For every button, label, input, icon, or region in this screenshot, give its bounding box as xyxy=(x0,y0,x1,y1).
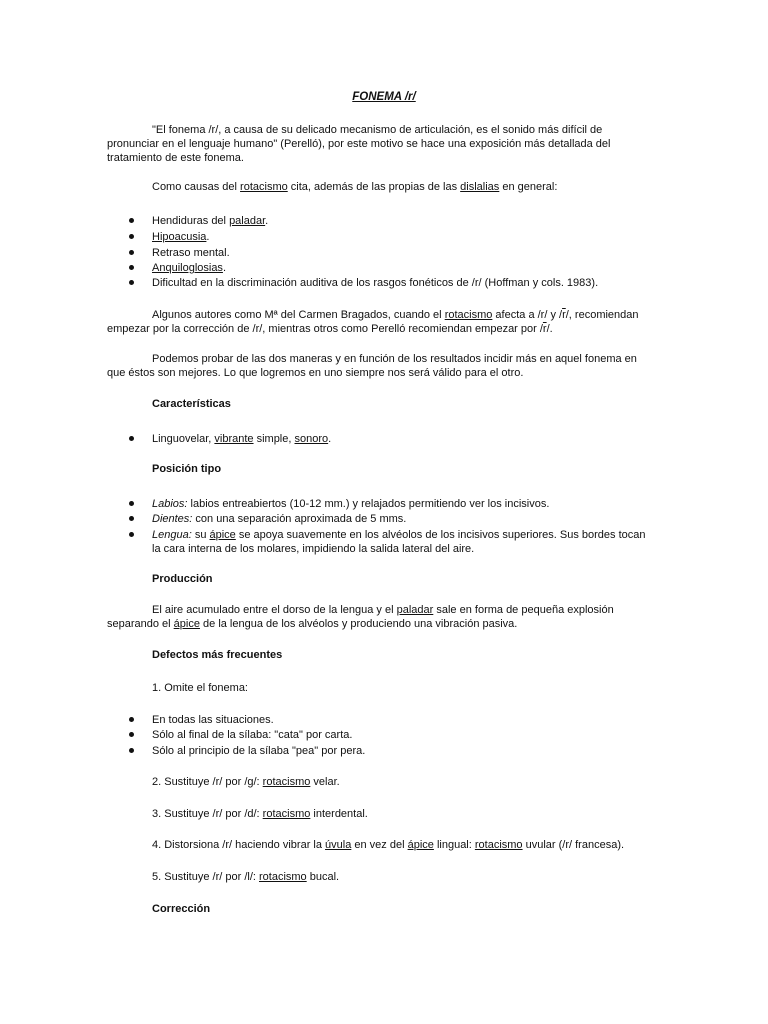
paragraph-1-line-3: tratamiento de este fonema. xyxy=(107,152,244,164)
heading-correccion: Corrección xyxy=(152,903,211,915)
bullet-icon xyxy=(129,728,137,742)
bullet-icon xyxy=(129,528,137,542)
heading-posicion-tipo: Posición tipo xyxy=(152,463,222,475)
heading-defectos: Defectos más frecuentes xyxy=(152,649,283,661)
paragraph-1-line-2: pronunciar en el lenguaje humano" (Perelló), por este motivo se hace una exposición más detallada del xyxy=(107,138,611,150)
link-rotacismo[interactable]: rotacismo xyxy=(262,808,311,820)
link-rotacismo[interactable]: rotacismo xyxy=(259,871,307,883)
defecto-2: 2. Sustituye /r/ por /g/: rotacismo velar. xyxy=(152,776,340,788)
list-item: Linguovelar, vibrante simple, sonoro. xyxy=(152,433,332,445)
list-item: En todas las situaciones. xyxy=(152,714,274,726)
bullet-icon xyxy=(129,276,137,290)
paragraph-2: Como causas del rotacismo cita, además de las propias de las dislalias en general: xyxy=(152,181,558,193)
produccion-line-1: El aire acumulado entre el dorso de la lengua y el paladar sale en forma de pequeña explosión xyxy=(152,604,614,616)
list-item: Anquiloglosias. xyxy=(152,262,226,274)
link-apice[interactable]: ápice xyxy=(209,529,236,541)
bullet-icon xyxy=(129,497,137,511)
list-item: Dientes: con una separación aproximada de 5 mms. xyxy=(152,513,407,525)
paragraph-3-line-1: Algunos autores como Mª del Carmen Bragados, cuando el rotacismo afecta a /r/ y $/\overline{r}/$, recomiendan xyxy=(152,309,639,321)
list-item: Retraso mental. xyxy=(152,247,230,259)
heading-produccion: Producción xyxy=(152,573,213,585)
bullet-icon xyxy=(129,744,137,758)
list-item: Dificultad en la discriminación auditiva de los rasgos fonéticos de /r/ (Hoffman y cols. 1983). xyxy=(152,277,599,289)
defecto-4: 4. Distorsiona /r/ haciendo vibrar la úvula en vez del ápice lingual: rotacismo uvular (/r/ francesa). xyxy=(152,839,625,851)
bullet-icon xyxy=(129,246,137,260)
link-sonoro[interactable]: sonoro xyxy=(294,433,329,445)
link-dislalias[interactable]: dislalias xyxy=(460,181,500,193)
link-rotacismo[interactable]: rotacismo xyxy=(444,309,493,321)
defecto-3: 3. Sustituye /r/ por /d/: rotacismo interdental. xyxy=(152,808,368,820)
heading-caracteristicas: Características xyxy=(152,398,231,410)
paragraph-1-line-1: "El fonema /r/, a causa de su delicado mecanismo de articulación, es el sonido más difícil de xyxy=(152,124,603,136)
page-title: FONEMA /r/ xyxy=(352,91,416,103)
link-rotacismo[interactable]: rotacismo xyxy=(240,181,288,193)
bullet-icon xyxy=(129,512,137,526)
paragraph-4-line-1: Podemos probar de las dos maneras y en función de los resultados incidir más en aquel fonema en xyxy=(152,353,637,365)
produccion-line-2: separando el ápice de la lengua de los alvéolos y produciendo una vibración pasiva. xyxy=(107,618,518,630)
link-hipoacusia[interactable]: Hipoacusia xyxy=(152,231,207,243)
bullet-icon xyxy=(129,214,137,228)
list-item: Sólo al final de la sílaba: "cata" por carta. xyxy=(152,729,353,741)
list-item: Labios: labios entreabiertos (10-12 mm.) y relajados permitiendo ver los incisivos. xyxy=(152,498,550,510)
link-apice[interactable]: ápice xyxy=(173,618,200,630)
list-item: Sólo al principio de la sílaba "pea" por pera. xyxy=(152,745,366,757)
link-anquiloglosias[interactable]: Anquiloglosias xyxy=(152,262,223,274)
link-uvula[interactable]: úvula xyxy=(325,839,352,851)
paragraph-3-line-2: empezar por la corrección de /r/, mientras otros como Perelló recomiendan empezar por $/\overline{r}/$. xyxy=(107,323,553,335)
paragraph-4-line-2: que éstos son mejores. Lo que logremos en uno siempre nos será válido para el otro. xyxy=(107,367,524,379)
defecto-5: 5. Sustituye /r/ por /l/: rotacismo bucal. xyxy=(152,871,340,883)
link-rotacismo[interactable]: rotacismo xyxy=(474,839,523,851)
bullet-icon xyxy=(129,230,137,244)
list-item: Hipoacusia. xyxy=(152,231,210,243)
bullet-icon xyxy=(129,261,137,275)
link-rotacismo[interactable]: rotacismo xyxy=(262,776,311,788)
bullet-icon xyxy=(129,713,137,727)
bullet-icon xyxy=(129,432,137,446)
list-item: Lengua: su ápice se apoya suavemente en los alvéolos de los incisivos superiores. Sus bordes tocan xyxy=(152,529,646,541)
defecto-1: 1. Omite el fonema: xyxy=(152,682,248,694)
link-paladar[interactable]: paladar xyxy=(396,604,434,616)
link-paladar[interactable]: paladar xyxy=(229,215,266,227)
list-item: Hendiduras del paladar. xyxy=(152,215,269,227)
link-vibrante[interactable]: vibrante xyxy=(214,433,254,445)
link-apice[interactable]: ápice xyxy=(407,839,434,851)
list-item-continuation: la cara interna de los molares, impidiendo la salida lateral del aire. xyxy=(152,543,475,555)
